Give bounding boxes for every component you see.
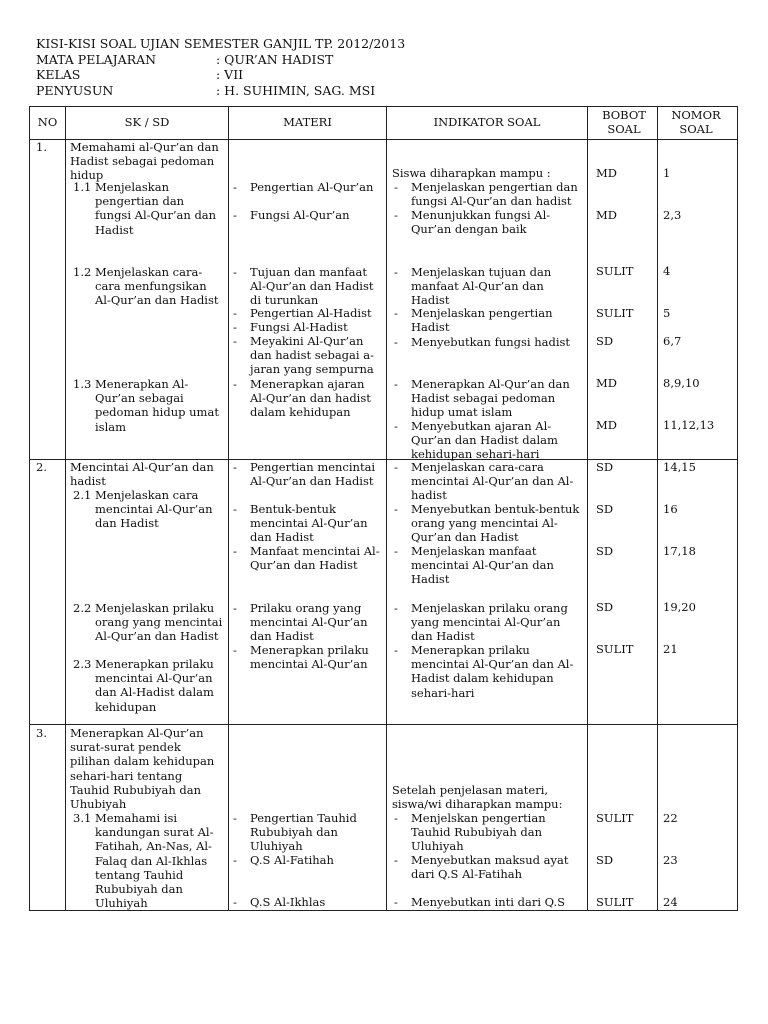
- sd-item: 3.1 Memahami isi kandungan surat Al-Fatihah, An-Nas, Al-Falaq dan Al-Ikhlas tentang Tauhid Rububiyah dan Uluhiyah: [73, 811, 214, 911]
- indikator-item: - Menjelaskan pengertian dan fungsi Al-Qur’an dan hadist: [394, 180, 578, 209]
- nomor-value: 16: [663, 502, 678, 516]
- bobot-value: MD: [596, 208, 617, 222]
- materi-item: - Prilaku orang yang mencintai Al-Qur’an dan Hadist: [233, 601, 368, 644]
- nomor-value: 14,15: [663, 460, 696, 474]
- materi-item: - Pengertian mencintai Al-Qur’an dan Hadist: [233, 460, 376, 489]
- bobot-value: MD: [596, 166, 617, 180]
- sd-item: 2.1 Menjelaskan cara mencintai Al-Qur’an dan Hadist: [73, 488, 213, 531]
- materi-item: - Manfaat mencintai Al-Qur’an dan Hadist: [233, 544, 380, 573]
- column-header-indikator: INDIKATOR SOAL: [433, 115, 541, 129]
- bobot-value: SD: [596, 600, 614, 614]
- materi-item: - Pengertian Al-Hadist: [233, 306, 372, 320]
- bobot-value: SD: [596, 334, 614, 348]
- sk-intro: Mencintai Al-Qur’an dan hadist: [70, 460, 214, 489]
- nomor-value: 2,3: [663, 208, 682, 222]
- bobot-value: SULIT: [596, 306, 634, 320]
- materi-item: - Tujuan dan manfaat Al-Qur’an dan Hadist di turunkan: [233, 265, 374, 308]
- header-row: MATA PELAJARAN : QUR’AN HADIST: [36, 51, 334, 67]
- nomor-value: 1: [663, 166, 671, 180]
- materi-item: - Q.S Al-Ikhlas: [233, 895, 326, 909]
- indikator-item: - Menyebutkan bentuk-bentuk orang yang mencintai Al-Qur’an dan Hadist: [394, 502, 580, 545]
- indikator-item: - Menjelaskan prilaku orang yang mencintai Al-Qur’an dan Hadist: [394, 601, 568, 644]
- indikator-item: - Menyebutkan maksud ayat dari Q.S Al-Fatihah: [394, 853, 569, 882]
- column-header-sk-sd: SK / SD: [124, 115, 170, 129]
- materi-item: - Pengertian Tauhid Rububiyah dan Uluhiyah: [233, 811, 357, 854]
- nomor-value: 11,12,13: [663, 418, 715, 432]
- nomor-value: 22: [663, 811, 678, 825]
- document-title: KISI-KISI SOAL UJIAN SEMESTER GANJIL TP. 2012/2013: [36, 36, 406, 51]
- bobot-value: SD: [596, 502, 614, 516]
- row-number: 2.: [36, 460, 47, 474]
- indikator-intro: Siswa diharapkan mampu :: [392, 166, 551, 180]
- nomor-value: 4: [663, 264, 671, 278]
- column-header-no: NO: [37, 115, 58, 129]
- materi-item: - Q.S Al-Fatihah: [233, 853, 334, 867]
- sd-item: 2.2 Menjelaskan prilaku orang yang mencintai Al-Qur’an dan Hadist: [73, 601, 223, 644]
- indikator-item: - Menerapkan prilaku mencintai Al-Qur’an dan Al-Hadist dalam kehidupan sehari-hari: [394, 643, 574, 700]
- indikator-item: - Menjelaskan tujuan dan manfaat Al-Qur’an dan Hadist: [394, 265, 552, 308]
- column-header-materi: MATERI: [283, 115, 332, 129]
- indikator-item: - Menunjukkan fungsi Al-Qur’an dengan baik: [394, 208, 551, 237]
- header-row: KELAS : VII: [36, 67, 244, 82]
- column-header-bobot: BOBOT SOAL: [602, 108, 646, 136]
- sk-intro: Menerapkan Al-Qur’an surat-surat pendek pilihan dalam kehidupan sehari-hari tentang Tauhid Rububiyah dan Uhubiyah: [70, 726, 215, 812]
- nomor-value: 5: [663, 306, 671, 320]
- sd-item: 2.3 Menerapkan prilaku mencintai Al-Qur’an dan Al-Hadist dalam kehidupan: [73, 657, 214, 714]
- materi-item: - Fungsi Al-Hadist: [233, 320, 348, 334]
- bobot-value: SD: [596, 544, 614, 558]
- bobot-value: MD: [596, 376, 617, 390]
- header-row: PENYUSUN : H. SUHIMIN, SAG. MSI: [36, 82, 376, 98]
- row-number: 3.: [36, 726, 47, 740]
- materi-item: - Menerapkan prilaku mencintai Al-Qur’an: [233, 643, 369, 672]
- bobot-value: MD: [596, 418, 617, 432]
- bobot-value: SULIT: [596, 811, 634, 825]
- materi-item: - Pengertian Al-Qur’an: [233, 180, 374, 194]
- nomor-value: 6,7: [663, 334, 682, 348]
- nomor-value: 24: [663, 895, 678, 909]
- indikator-item: - Menyebutkan inti dari Q.S: [394, 895, 566, 909]
- sd-item: 1.3 Menerapkan Al-Qur’an sebagai pedoman hidup umat islam: [73, 377, 219, 434]
- indikator-item: - Menjelskan pengertian Tauhid Rububiyah dan Uluhiyah: [394, 811, 546, 854]
- bobot-value: SULIT: [596, 264, 634, 278]
- indikator-intro: Setelah penjelasan materi, siswa/wi diharapkan mampu:: [392, 783, 563, 812]
- nomor-value: 19,20: [663, 600, 696, 614]
- sd-item: 1.2 Menjelaskan cara-cara menfungsikan Al-Qur’an dan Hadist: [73, 265, 219, 308]
- materi-item: - Menerapkan ajaran Al-Qur’an dan hadist dalam kehidupan: [233, 377, 371, 420]
- indikator-item: - Menyebutkan ajaran Al-Qur’an dan Hadist dalam kehidupan sehari-hari: [394, 419, 558, 462]
- bobot-value: SD: [596, 853, 614, 867]
- nomor-value: 23: [663, 853, 678, 867]
- nomor-value: 21: [663, 642, 678, 656]
- column-header-nomor: NOMOR SOAL: [671, 108, 721, 136]
- indikator-item: - Menjelaskan manfaat mencintai Al-Qur’an dan Hadist: [394, 544, 554, 587]
- bobot-value: SULIT: [596, 642, 634, 656]
- sd-item: 1.1 Menjelaskan pengertian dan fungsi Al-Qur’an dan Hadist: [73, 180, 217, 237]
- materi-item: - Fungsi Al-Qur’an: [233, 208, 350, 222]
- nomor-value: 17,18: [663, 544, 696, 558]
- materi-item: - Meyakini Al-Qur’an dan hadist sebagai a-jaran yang sempurna: [233, 334, 374, 377]
- indikator-item: - Menyebutkan fungsi hadist: [394, 335, 571, 349]
- bobot-value: SULIT: [596, 895, 634, 909]
- sk-intro: Memahami al-Qur’an dan Hadist sebagai pedoman hidup: [70, 140, 219, 183]
- nomor-value: 8,9,10: [663, 376, 700, 390]
- materi-item: - Bentuk-bentuk mencintai Al-Qur’an dan Hadist: [233, 502, 368, 545]
- indikator-item: - Menjelaskan pengertian Hadist: [394, 306, 553, 335]
- bobot-value: SD: [596, 460, 614, 474]
- indikator-item: - Menerapkan Al-Qur’an dan Hadist sebagai pedoman hidup umat islam: [394, 377, 570, 420]
- indikator-item: - Menjelaskan cara-cara mencintai Al-Qur’an dan Al-hadist: [394, 460, 574, 503]
- row-number: 1.: [36, 140, 47, 154]
